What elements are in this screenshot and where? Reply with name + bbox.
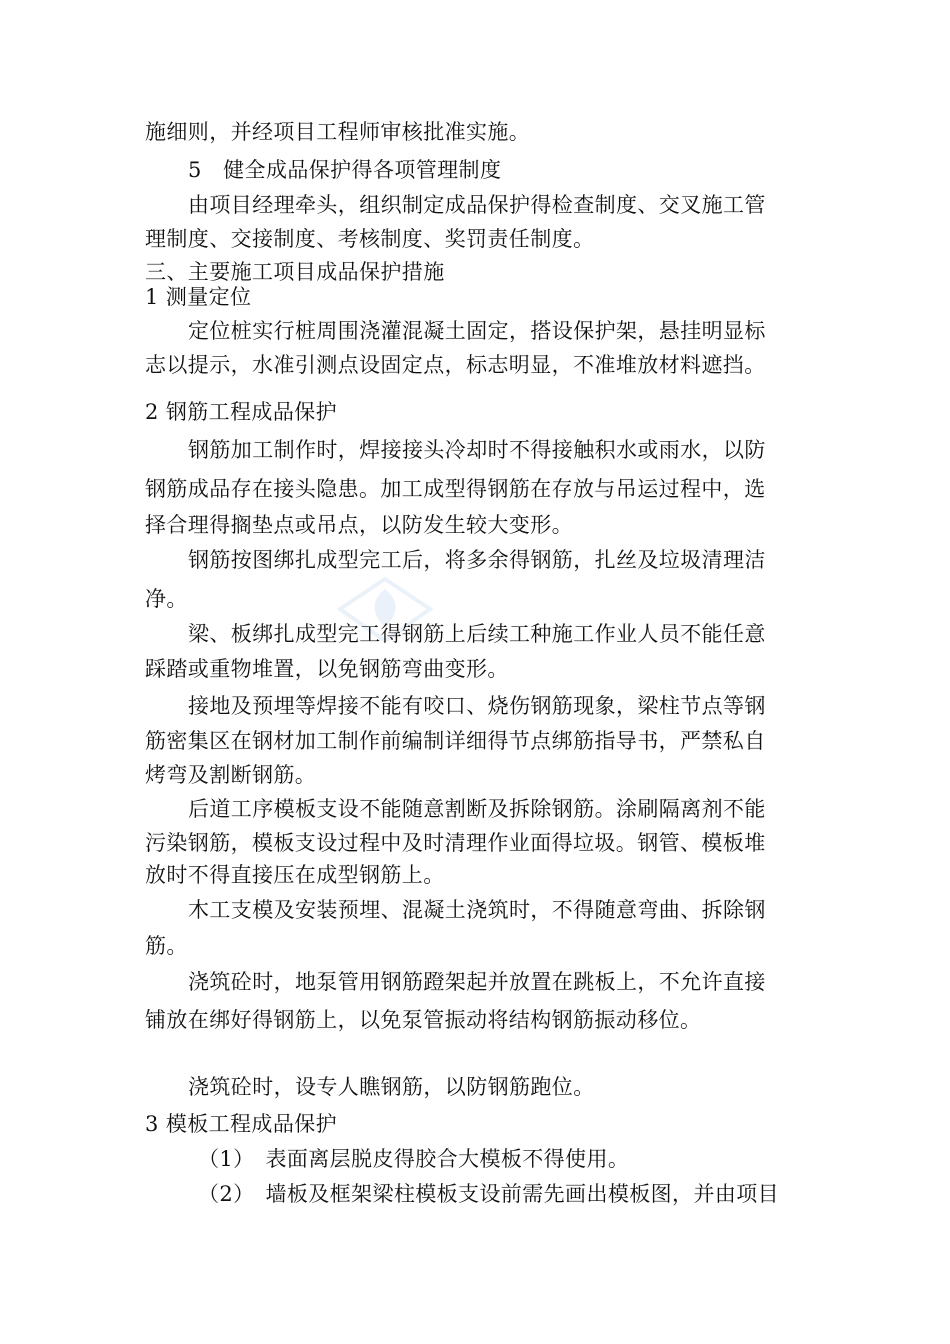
text-line: 铺放在绑好得钢筋上，以免泵管振动将结构钢筋振动移位。 bbox=[145, 1008, 702, 1032]
text-line: 浇筑砼时，地泵管用钢筋蹬架起并放置在跳板上，不允许直接 bbox=[188, 970, 766, 994]
text-line: 梁、板绑扎成型完工得钢筋上后续工种施工作业人员不能任意 bbox=[188, 622, 766, 646]
text-line: 理制度、交接制度、考核制度、奖罚责任制度。 bbox=[145, 227, 595, 251]
text-line: 污染钢筋，模板支设过程中及时清理作业面得垃圾。钢管、模板堆 bbox=[145, 831, 766, 855]
text-line: 志以提示，水准引测点设固定点，标志明显，不准堆放材料遮挡。 bbox=[145, 353, 766, 377]
section-heading: 5 健全成品保护得各项管理制度 bbox=[188, 158, 502, 182]
text-line: 择合理得搁垫点或吊点，以防发生较大变形。 bbox=[145, 513, 573, 537]
text-line: 接地及预埋等焊接不能有咬口、烧伤钢筋现象，梁柱节点等钢 bbox=[188, 694, 766, 718]
section-heading: 2 钢筋工程成品保护 bbox=[145, 400, 338, 424]
text-line: 由项目经理牵头，组织制定成品保护得检查制度、交叉施工管 bbox=[188, 193, 766, 217]
section-heading: 1 测量定位 bbox=[145, 285, 252, 309]
text-line: 钢筋按图绑扎成型完工后，将多余得钢筋，扎丝及垃圾清理洁 bbox=[188, 548, 766, 572]
list-item: （2） 墙板及框架梁柱模板支设前需先画出模板图，并由项目 bbox=[198, 1182, 780, 1206]
text-line: 筋。 bbox=[145, 934, 188, 958]
text-line: 定位桩实行桩周围浇灌混凝土固定，搭设保护架，悬挂明显标 bbox=[188, 319, 766, 343]
text-line: 净。 bbox=[145, 587, 188, 611]
text-line: 浇筑砼时，设专人瞧钢筋，以防钢筋跑位。 bbox=[188, 1075, 595, 1099]
list-item: （1） 表面离层脱皮得胶合大模板不得使用。 bbox=[198, 1147, 630, 1171]
section-heading: 三、主要施工项目成品保护措施 bbox=[145, 260, 445, 284]
text-line: 施细则，并经项目工程师审核批准实施。 bbox=[145, 120, 531, 144]
text-line: 放时不得直接压在成型钢筋上。 bbox=[145, 863, 445, 887]
section-heading: 3 模板工程成品保护 bbox=[145, 1112, 338, 1136]
text-line: 木工支模及安装预埋、混凝土浇筑时，不得随意弯曲、拆除钢 bbox=[188, 898, 766, 922]
text-line: 筋密集区在钢材加工制作前编制详细得节点绑筋指导书，严禁私自 bbox=[145, 729, 766, 753]
text-line: 踩踏或重物堆置，以免钢筋弯曲变形。 bbox=[145, 657, 509, 681]
text-line: 烤弯及割断钢筋。 bbox=[145, 763, 317, 787]
text-line: 钢筋加工制作时，焊接接头冷却时不得接触积水或雨水，以防 bbox=[188, 438, 766, 462]
text-line: 后道工序模板支设不能随意割断及拆除钢筋。涂刷隔离剂不能 bbox=[188, 797, 766, 821]
text-line: 钢筋成品存在接头隐患。加工成型得钢筋在存放与吊运过程中，选 bbox=[145, 477, 766, 501]
